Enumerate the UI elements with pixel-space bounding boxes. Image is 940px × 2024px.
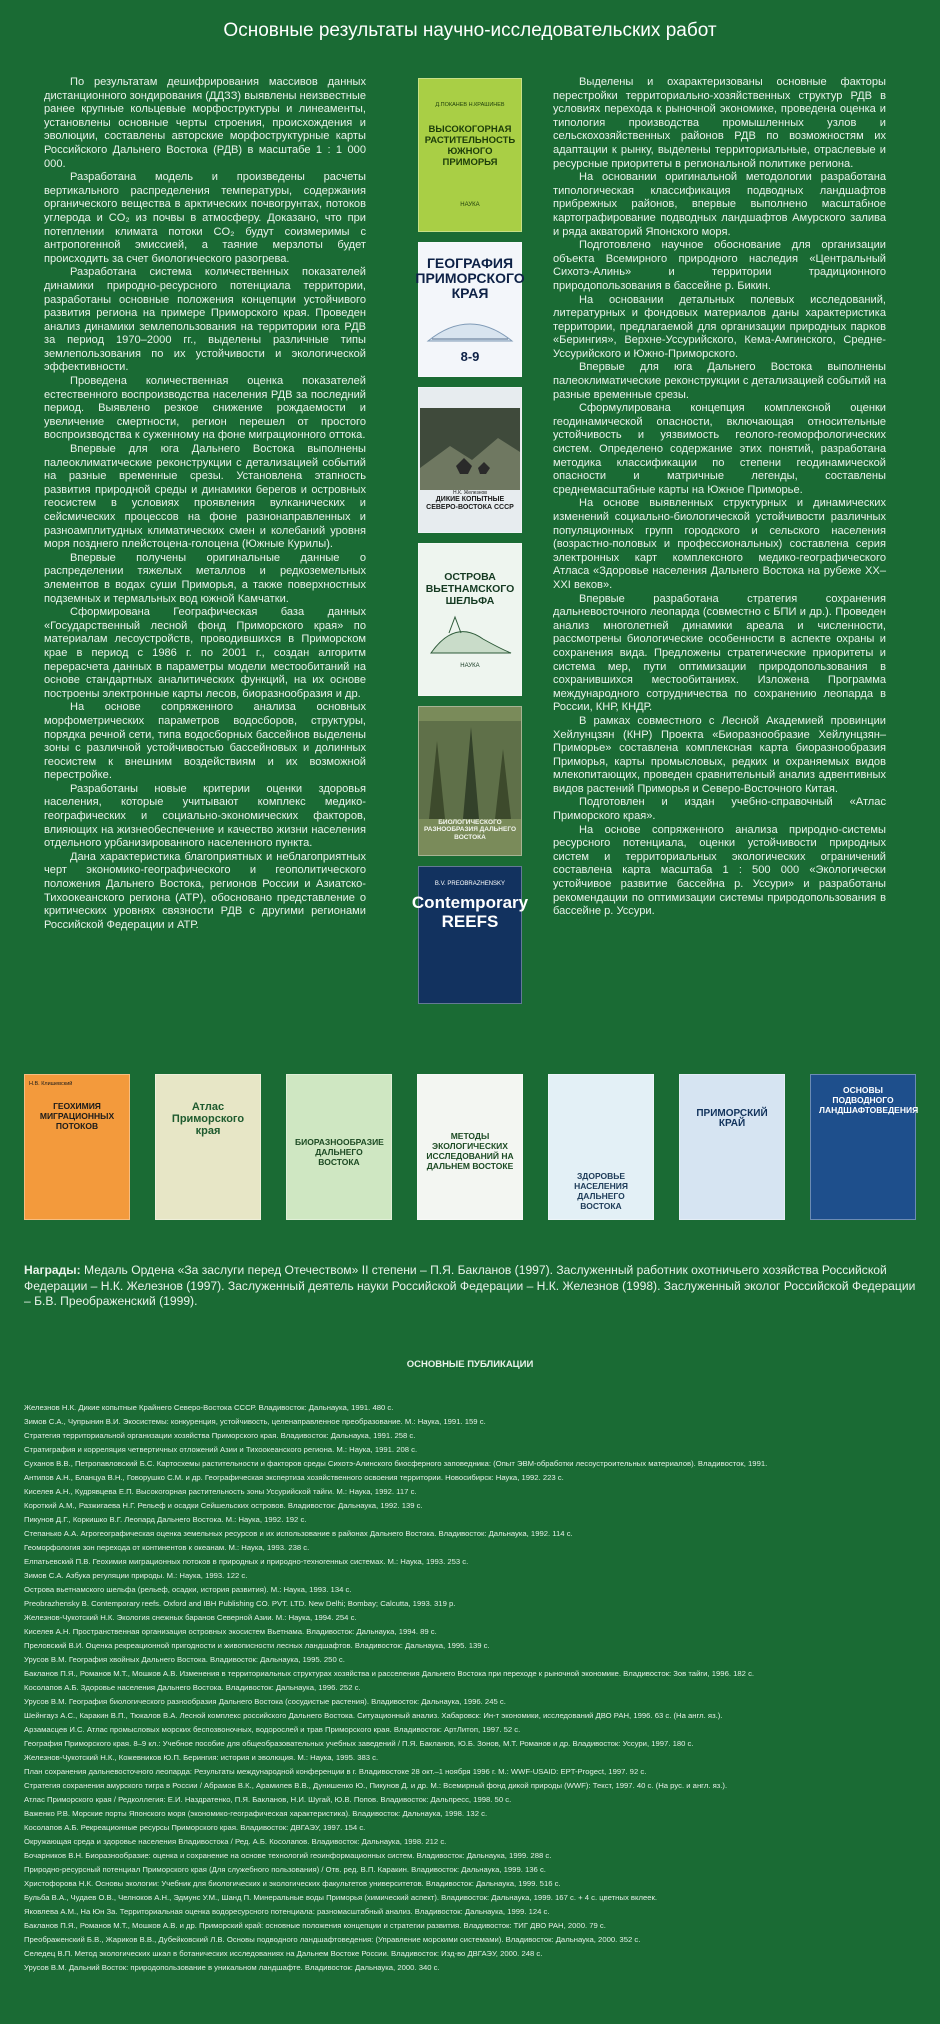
book-cover	[415, 242, 525, 377]
paragraph: На основе сопряженного анализа основных морфометрических параметров водосборов, структуры, порядка речной сети, типа водосборных бассейнов выделены зоны с различной устойчивостью бассейновых и долинных геосистем к внешним воздействиям и их возможной перестройке.	[44, 701, 366, 782]
publication-item: Киселев А.Н. Пространственная организация островных экосистем Вьетнама. Владивосток: Дальнаука, 1994. 89 с.	[24, 1627, 437, 1636]
publication-item: Стратиграфия и корреляция четвертичных отложений Азии и Тихоокеанского региона. М.: Наука, 1991. 208 с.	[24, 1445, 418, 1454]
publication-item: Железнов-Чукотский Н.К., Кожевников Ю.П. Берингия: история и эволюция. М.: Наука, 1995. 383 с.	[24, 1753, 379, 1762]
paragraph: На основе сопряженного анализа природно-системы ресурсного потенциала, оценки устойчивости природных систем и территориальных экологических ограничений составлена карта масштаба 1 : 500 000 «Экологически устойчивое развитие бассейна р. Уссури» и разработаны рекомендации по оптимизации системы природопользования в бассейне р. Уссури.	[553, 823, 886, 918]
book-cover	[155, 1074, 261, 1220]
book-title: ГЕОХИМИЯ МИГРАЦИОННЫХ ПОТОКОВ	[39, 1101, 115, 1131]
book-cover	[411, 866, 529, 1004]
publication-item: Природно-ресурсный потенциал Приморского края (Для служебного пользования) / Отв. ред. В.П. Каракин. Владивосток: Дальнаука, 1999. 136 с.	[24, 1865, 546, 1874]
publication-item: Атлас Приморского края / Редколлегия: Е.И. Наздратенко, П.Я. Бакланов, Н.И. Шугай, Ю.В. Попов. Владивосток: Дальпресс, 1998. 50 с.	[24, 1795, 512, 1804]
book-author: Д.ПОКАНЕВ Н.КРАШИНЕВ	[435, 102, 505, 108]
book-cover-face	[419, 544, 521, 695]
publication-item: План сохранения дальневосточного леопарда: Результаты международной конференции в г. Владивостоке 28 окт.–1 ноября 1996 г. М.: WWF-USAID: EPT-Progect, 1997. 92 с.	[24, 1767, 647, 1776]
book-cover	[286, 1074, 392, 1220]
paragraph: На основании детальных полевых исследований, литературных и фондовых материалов даны характеристика территории, предлагаемой для организации природных парков «Берингия», Верхне-Уссурийского, Кема-Амгинского, Средне-Уссурийского и Южно-Приморского.	[553, 293, 886, 360]
book-cover	[548, 1074, 654, 1220]
publication-item: Суханов В.В., Петропавловский Б.С. Картосхемы растительности и факторов среды Сихотэ-Алинского биосферного заповедника: (Опыт ЭВМ-обработки лесоустроительных материалов). Владивосток, 1991.	[24, 1459, 768, 1468]
book-title: ПРИМОРСКИЙ КРАЙ	[696, 1108, 768, 1129]
publication-item: Косолапов А.Б. Здоровье населения Дальнего Востока. Владивосток: Дальнаука, 1996. 252 с.	[24, 1683, 361, 1692]
book-title: ГЕОГРАФИЯ ПРИМОРСКОГО КРАЯ	[415, 254, 525, 301]
publications-title: ОСНОВНЫЕ ПУБЛИКАЦИИ	[406, 1359, 534, 1370]
publication-item: Урусов В.М. Дальний Восток: природопользование в уникальном ландшафте. Владивосток: Дальнаука, 2000. 340 с.	[24, 1963, 440, 1972]
publication-item: Острова вьетнамского шельфа (рельеф, осадки, история развития). М.: Наука, 1993. 134 с.	[24, 1585, 352, 1594]
paragraph: Впервые для юга Дальнего Востока выполнены палеоклиматические реконструкции с детализацией событий на разные временные срезы.	[553, 361, 886, 401]
book-cover	[418, 543, 522, 696]
publication-item: Шейнгауз А.С., Каракин В.П., Тюкалов В.А. Лесной комплекс российского Дальнего Востока. Ситуационный анализ. Хабаровск: Ин-т экономики, исследований ДВО РАН, 1996. 63 с. (На англ. яз.).	[24, 1711, 723, 1720]
publication-item: Стратегия территориальной организации хозяйства Приморского края. Владивосток: Дальнаука, 1991. 258 с.	[24, 1431, 416, 1440]
book-title: ДИКИЕ КОПЫТНЫЕ СЕВЕРО-ВОСТОКА СССР	[426, 496, 514, 511]
book-title: Атлас Приморского края	[171, 1101, 245, 1137]
book-title: ВЫСОКОГОРНАЯ РАСТИТЕЛЬНОСТЬ ЮЖНОГО ПРИМОРЬЯ	[424, 124, 516, 168]
paragraph: На основании оригинальной методологии разработана типологическая классификация подводных ландшафтов прибрежных районов, впервые выполнено масштабное картографирование подводных ландшафтов Амурского залива и ряда акваторий Японского моря.	[553, 171, 886, 238]
book-cover-face	[411, 867, 529, 1003]
book-title: ОСТРОВА ВЬЕТНАМСКОГО ШЕЛЬФА	[425, 570, 515, 607]
paragraph: Впервые для юга Дальнего Востока выполнены палеоклиматические реконструкции с детализацией событий на разные временные срезы. Установлена этапность развития природной среды и динамики берегов и островных геосистем в условиях проявления вулканических и сейсмических процессов на фоне разнонаправленных и разноамплитудных климатических смен и колебаний уровня моря позднего плейстоцена-голоцена (Южные Курилы).	[44, 443, 366, 551]
publication-item: Селедец В.П. Метод экологических шкал в ботанических исследованиях на Дальнем Востоке России. Владивосток: Изд-во ДВГАЭУ, 2000. 248 с.	[24, 1949, 543, 1958]
publication-item: Христофорова Н.К. Основы экологии: Учебник для биологических и экологических факультетов университетов. Владивосток: Дальнаука, 1999. 516 с.	[24, 1879, 561, 1888]
book-cover	[810, 1074, 919, 1220]
book-bottom: НАУКА	[460, 662, 480, 669]
paragraph: Подготовлен и издан учебно-справочный «Атлас Приморского края».	[553, 796, 886, 823]
publication-item: Железнов-Чукотский Н.К. Экология снежных баранов Северной Азии. М.: Наука, 1994. 254 с.	[24, 1613, 357, 1622]
publication-item: Зимов С.А. Азбука регуляции природы. М.: Наука, 1993. 122 с.	[24, 1571, 248, 1580]
book-bottom: НАУКА	[460, 202, 480, 208]
paragraph: Дана характеристика благоприятных и неблагоприятных черт экономико-географического и геополитического положения Дальнего Востока, регионов России и Азиатско-Тихоокеанского региона (АТР), обосновано представление о критических уровнях связности РДВ с другими регионами Российской Федерации и АТР.	[44, 850, 366, 931]
book-cover	[418, 387, 522, 533]
publication-item: Окружающая среда и здоровье населения Владивостока / Ред. А.Б. Косолапов. Владивосток: Дальнаука, 1998. 212 с.	[24, 1837, 447, 1846]
publication-item: Яковлева А.М., На Юн За. Территориальная оценка водоресурсного потенциала: разномасштабный анализ. Владивосток: Дальнаука, 1999. 124 с.	[24, 1907, 550, 1916]
paragraph: Разработана модель и произведены расчеты вертикального распределения температуры, содержания органического вещества в арктических почвогрунтах, потоков углерода и CO₂ из почвы в атмосферу. Доказано, что при потеплении климата потоки CO₂ будут соизмеримы с антропогенной эмиссией, а таяние мерзлоты будет происходить за счет биологического разогрева.	[44, 171, 366, 265]
publication-item: Бакланов П.Я., Романов М.Т., Мошков А.В. и др. Приморский край: основные положения концепции и стратегии развития. Владивосток: ТИГ ДВО РАН, 2000. 79 с.	[24, 1921, 606, 1930]
publication-item: Преображенский Б.В., Жариков В.В., Дубейковский Л.В. Основы подводного ландшафтоведения: (Управление морскими системами). Владивосток: Дальнаука, 2000. 352 с.	[24, 1935, 641, 1944]
publication-item: Бакланов П.Я., Романов М.Т., Мошков А.В. Изменения в территориальных структурах хозяйства и расселения Дальнего Востока при переходе к рыночной экономике. Владивосток: Зов тайги, 1996. 182 с.	[24, 1669, 755, 1678]
paragraph: Проведена количественная оценка показателей естественного воспроизводства населения РДВ за последний период. Выявлено резкое снижение рождаемости и увеличение смертности, регион перешел от простого воспроизводства к суженному на фоне миграционного оттока.	[44, 375, 366, 442]
publication-item: Зимов С.А., Чупрынин В.И. Экосистемы: конкуренция, устойчивость, целенаправленное преобразование. М.: Наука, 1991. 159 с.	[24, 1417, 486, 1426]
book-covers-row	[24, 1074, 919, 1220]
paragraph: Подготовлено научное обоснование для организации объекта Всемирного природного наследия «Центральный Сихотэ-Алинь» и территории традиционного природопользования в бассейне р. Бикин.	[553, 239, 886, 292]
book-author: Н.В. Клишевский	[29, 1081, 73, 1087]
publication-item: Антипов А.Н., Бланцуа В.Н., Говорушко С.М. и др. Географическая экспертиза хозяйственного освоения территории. Новосибирск: Наука, 1992. 223 с.	[24, 1473, 564, 1482]
publication-item: Косолапов А.Б. Рекреационные ресурсы Приморского края. Владивосток: ДВГАЭУ, 1997. 154 с.	[24, 1823, 366, 1832]
paragraph: Сформулирована концепция комплексной оценки геодинамической опасности, включающая относительные устойчивость и уязвимость геолого-геоморфологических систем. Определено содержание этих понятий, разработана методика классификации по степени геодинамической опасности и матричные легенды, составлены среднемасштабные карты на Южное Приморье.	[553, 402, 886, 496]
book-covers-column	[411, 78, 529, 1014]
book-cover-face	[419, 79, 521, 231]
paragraph: В рамках совместного с Лесной Академией провинции Хейлунцзян (КНР) Проекта «Биоразнообразие Хейлунцзян–Приморье» составлена комплексная карта биоразнообразия Приморья, карты промысловых, редких и охраняемых видов млекопитающих, проведен сравнительный анализ адвентивных видов растений Приморья и Северо-Восточного Китая.	[553, 714, 886, 795]
publication-item: Арзамасцев И.С. Атлас промысловых морских беспозвоночных, водорослей и трав Приморского края. Владивосток: АртЛитоп, 1997. 52 с.	[24, 1725, 521, 1734]
book-title: ОСНОВЫ ПОДВОДНОГО ЛАНДШАФТОВЕДЕНИЯ	[819, 1085, 919, 1115]
book-cover	[24, 1074, 130, 1220]
publication-item: Бульба В.А., Чудаев О.В., Челноков А.Н., Эдмунс У.М., Шанд П. Минеральные воды Приморья (химический аспект). Владивосток: Дальнаука, 1999. 167 с. + 4 с. цветных вклеек.	[24, 1893, 658, 1902]
forest-photo	[419, 721, 521, 819]
book-author: Н.К. Железнов	[453, 490, 487, 496]
publication-item: Пикунов Д.Г., Коркишко В.Г. Леопард Дальнего Востока. М.: Наука, 1992. 192 с.	[24, 1515, 307, 1524]
publication-item: Степанько А.А. Агрогеографическая оценка земельных ресурсов и их использование в районах Дальнего Востока. Владивосток: Дальнаука, 1992. 114 с.	[24, 1529, 573, 1538]
publication-item: Важенко Р.В. Морские порты Японского моря (экономико-географическая характеристика). Владивосток: Дальнаука, 1998. 132 с.	[24, 1809, 488, 1818]
publication-item: География Приморского края. 8–9 кл.: Учебное пособие для общеобразовательных учебных заведений / П.Я. Бакланов, Ю.Б. Зонов, М.Т. Романов и др. Владивосток: Уссури, 1997. 180 с.	[24, 1739, 694, 1748]
awards-label: Награды:	[24, 1263, 81, 1277]
wildlife-photo	[420, 408, 520, 490]
paragraph: Впервые получены оригинальные данные о распределении тяжелых металлов и редкоземельных элементов в водах суши Приморья, а также поверхностных подземных и термальных вод южной Камчатки.	[44, 551, 366, 605]
paragraph: Впервые разработана стратегия сохранения дальневосточного леопарда (совместно с БПИ и др.). Проведен анализ многолетней динамики ареала и численности, рассмотрены биологические особенности в аспекте охраны и сохранения вида. Предложены стратегические приоритеты и система мер, пути оптимизации природопользования в сохранившихся местообитаниях. Изложена Программа международного сотрудничества по сохранению леопарда в России, КНР, КНДР.	[553, 592, 886, 714]
book-cover-face	[419, 388, 521, 532]
book-cover-face	[419, 707, 521, 855]
book-cover	[418, 706, 522, 856]
island-illustration	[425, 607, 515, 663]
awards-text: Медаль Ордена «За заслуги перед Отечеством» II степени – П.Я. Бакланов (1997). Заслуженный работник охотничьего хозяйства Российской Федерации – Н.К. Железнов (1997). Заслуженный деятель науки Российской Федерации – Н.К. Железнов (1998). Заслуженный эколог Российской Федерации – Б.В. Преображенский (1999).	[24, 1263, 916, 1308]
publications-list	[24, 1401, 929, 1975]
paragraph: Разработаны новые критерии оценки здоровья населения, которые учитывают комплекс медико-географических и социально-экономических факторов, влияющих на жизнеобеспечение и качество жизни населения отдельного урбанизированного населенного пункта.	[44, 782, 366, 850]
book-cover	[418, 78, 522, 232]
publication-item: Урусов В.М. География биологического разнообразия Дальнего Востока (сосудистые растения). Владивосток: Дальнаука, 1996. 245 с.	[24, 1697, 506, 1706]
publication-item: Стратегия сохранения амурского тигра в России / Абрамов В.К., Арамилев В.В., Дунишенко Ю., Пикунов Д. и др. М.: Всемирный фонд дикой природы (WWF): Текст, 1997. 40 с. (На рус. и англ. яз.).	[24, 1781, 728, 1790]
right-text-column	[553, 76, 886, 919]
book-title: МЕТОДЫ ЭКОЛОГИЧЕСКИХ ИССЛЕДОВАНИЙ НА ДАЛЬНЕМ ВОСТОКЕ	[426, 1131, 514, 1171]
book-title: БИОРАЗНООБРАЗИЕ ДАЛЬНЕГО ВОСТОКА	[295, 1137, 384, 1167]
book-cover	[679, 1074, 785, 1220]
publication-item: Елпатьевский П.В. Геохимия миграционных потоков в природных и природно-техногенных системах. М.: Наука, 1993. 253 с.	[24, 1557, 469, 1566]
publication-item: Киселев А.Н., Кудрявцева Е.П. Высокогорная растительность зоны Уссурийской тайги. М.: Наука, 1992. 117 с.	[24, 1487, 417, 1496]
book-title: ЗДОРОВЬЕ НАСЕЛЕНИЯ ДАЛЬНЕГО ВОСТОКА	[574, 1171, 628, 1211]
publication-item: Преловский В.И. Оценка рекреационной пригодности и живописности лесных ландшафтов. Владивосток: Дальнаука, 1995. 139 с.	[24, 1641, 490, 1650]
book-cover-face	[415, 243, 525, 376]
book-bottom: 8-9	[460, 348, 480, 364]
publication-item: Preobrazhensky B. Contemporary reefs. Oxford and IBH Publishing CO. PVT. LTD. New Delhi; Bombay; Calcutta, 1993. 319 p.	[24, 1599, 456, 1608]
paragraph: Разработана система количественных показателей динамики природно-ресурсного потенциала территории, разработаны основные положения концепции устойчивого развития региона на примере Приморского края. Проведен анализ динамики землепользования на территории юга РДВ за период 1970–2000 гг., выделены различные типы землепользования по их устойчивости и экологической эффективности.	[44, 266, 366, 374]
publication-item: Геоморфология зон перехода от континентов к океанам. М.: Наука, 1993. 238 с.	[24, 1543, 310, 1552]
paragraph: Выделены и охарактеризованы основные факторы перестройки территориально-хозяйственных структур РДВ в условиях перехода к рыночной экономике, проведена оценка и типология производства промышленных узлов и сельскохозяйственных районов РДВ по возможностям их адаптации к рынку, выделены территориальные, отраслевые и ресурсные приоритеты в региональной политике региона.	[553, 76, 886, 170]
book-title: Contemporary REEFS	[411, 893, 529, 931]
publication-item: Бочарников В.Н. Биоразнообразие: оценка и сохранение на основе технологий геоинформационных систем. Владивосток: Дальнаука, 1999. 288 с.	[24, 1851, 552, 1860]
awards-section	[24, 1263, 916, 1310]
ship-illustration	[422, 301, 518, 349]
paragraph: По результатам дешифрирования массивов данных дистанционного зондирования (ДДЗЗ) выявлены неизвестные ранее крупные кольцевые морфоструктуры и линеаменты, установлены основные черты строения, происхождения и эволюции, составлены авторские морфоструктурные карты Российского Дальнего Востока (РДВ) в масштабе 1 : 1 000 000.	[44, 76, 366, 170]
publication-item: Железнов Н.К. Дикие копытные Крайнего Северо-Востока СССР. Владивосток: Дальнаука, 1991. 480 с.	[24, 1403, 394, 1412]
paragraph: Сформирована Географическая база данных «Государственный лесной фонд Приморского края» по материалам лесоустройств, проводившихся в Приморском крае в период с 1986 г. по 2001 г., создан алгоритм перерасчета данных в параметры модели местообитаний на основе стандартных аналитических функций, на их основе построены электронные карты лесов, биоразнообразия и др.	[44, 606, 366, 700]
book-cover	[417, 1074, 523, 1220]
book-title: БИОЛОГИЧЕСКОГО РАЗНООБРАЗИЯ ДАЛЬНЕГО ВОСТОКА	[423, 818, 516, 841]
publication-item: Короткий А.М., Разжигаева Н.Г. Рельеф и осадки Сейшельских островов. Владивосток: Дальнаука, 1992. 139 с.	[24, 1501, 423, 1510]
page-title: Основные результаты научно-исследовательских работ	[223, 20, 717, 41]
publication-item: Урусов В.М. География хвойных Дальнего Востока. Владивосток: Дальнаука, 1995. 250 с.	[24, 1655, 345, 1664]
book-author: B.V. PREOBRAZHENSKY	[434, 881, 506, 887]
paragraph: На основе выявленных структурных и динамических изменений социально-биологической устойчивости различных популяционных групп городского и сельского населения (возрастно-половых и профессиональных) составлена серия электронных карт комплексного медико-географического Атласа «Здоровье населения Дальнего Востока на рубеже XX–XXI веков».	[553, 497, 886, 591]
left-text-column	[44, 76, 366, 932]
